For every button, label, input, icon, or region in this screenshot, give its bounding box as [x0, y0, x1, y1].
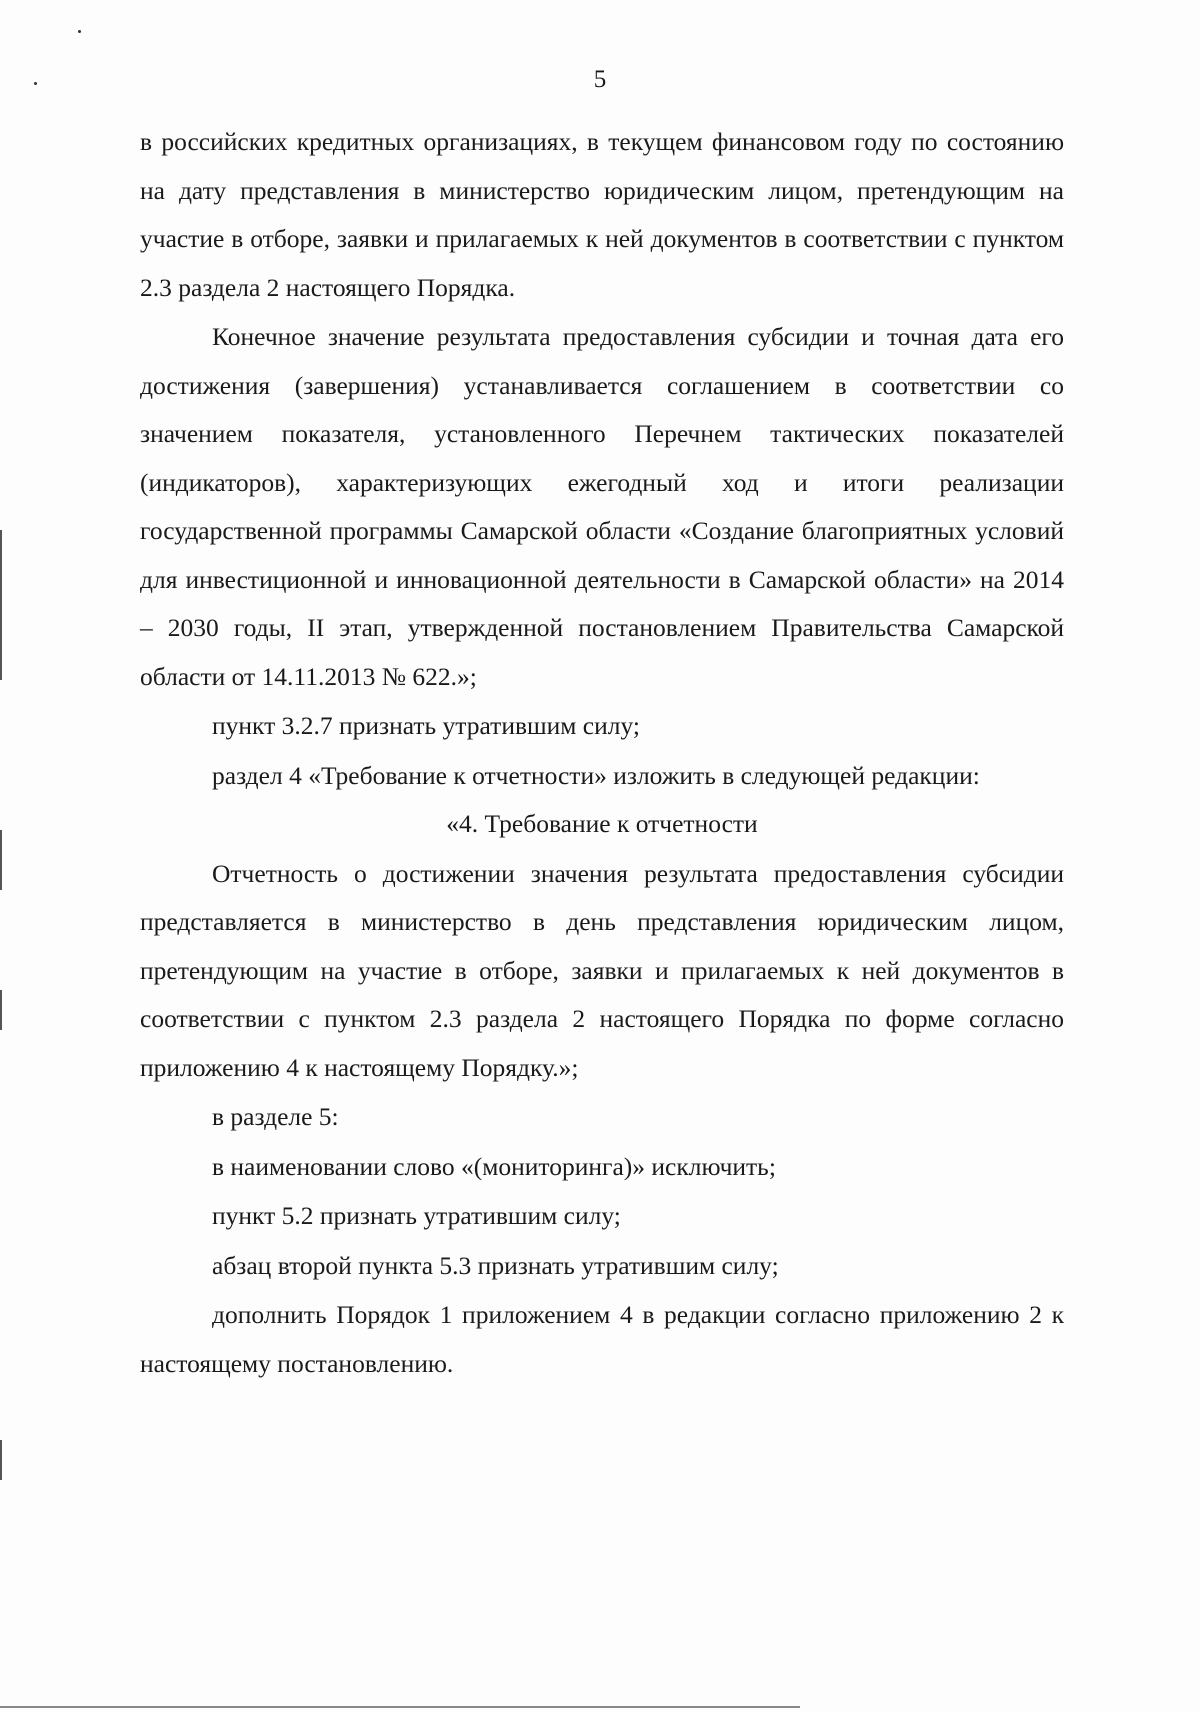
paragraph-continuation: в российских кредитных организациях, в текущем финансовом году по состоянию на дату представления в министерство юридическим лицом, претендующим на участие в отборе, заявки и прилагаемых к ней документов в соответствии с пунктом 2.3 раздела 2 настоящего Порядка. [140, 127, 1064, 302]
scan-edge-mark [0, 1440, 2, 1480]
paragraph-final-value: Конечное значение результата предоставления субсидии и точная дата его достижения (завершения) устанавливается соглашением в соответствии со значением показателя, установленного Перечнем тактических показателей (индикаторов), характеризующих ежегодный ход и итоги реализации государственной программы Самарской области «Создание благоприятных условий для инвестиционной и инновационной деятельности в Самарской области» на 2014 – 2030 годы, II этап, утвержденной постановлением Правительства Самарской области от 14.11.2013 № 622.»; [140, 322, 1064, 691]
paragraph-item-3-2-7: пункт 3.2.7 признать утратившим силу; [212, 711, 640, 740]
page-number: 5 [593, 66, 607, 93]
paragraph-item-5-3: абзац второй пункта 5.3 признать утратившим силу; [212, 1250, 779, 1280]
scan-edge-mark [0, 830, 2, 890]
scan-bottom-line [0, 1706, 800, 1708]
paragraph-supplement: дополнить Порядок 1 приложением 4 в редакции согласно приложению 2 к настоящему постановлению. [140, 1300, 1064, 1378]
scan-edge-mark [0, 990, 2, 1030]
section-heading: «4. Требование к отчетности [446, 809, 758, 838]
scan-edge-mark [0, 530, 2, 680]
paragraph-section-5: в разделе 5: [212, 1102, 339, 1131]
paragraph-name-change: в наименовании слово «(мониторинга)» исключить; [212, 1151, 776, 1181]
paragraph-reporting: Отчетность о достижении значения результата предоставления субсидии представляется в министерство в день представления юридическим лицом, претендующим на участие в отборе, заявки и прилагаемых к ней документов в соответствии с пунктом 2.3 раздела 2 настоящего Порядка по форме согласно приложению 4 к настоящему Порядку.»; [140, 858, 1064, 1082]
paragraph-item-5-2: пункт 5.2 признать утратившим силу; [212, 1201, 621, 1230]
document-body [140, 118, 1064, 1388]
paragraph-section-4: раздел 4 «Требование к отчетности» изложить в следующей редакции: [212, 760, 980, 790]
scan-dot [78, 30, 81, 33]
